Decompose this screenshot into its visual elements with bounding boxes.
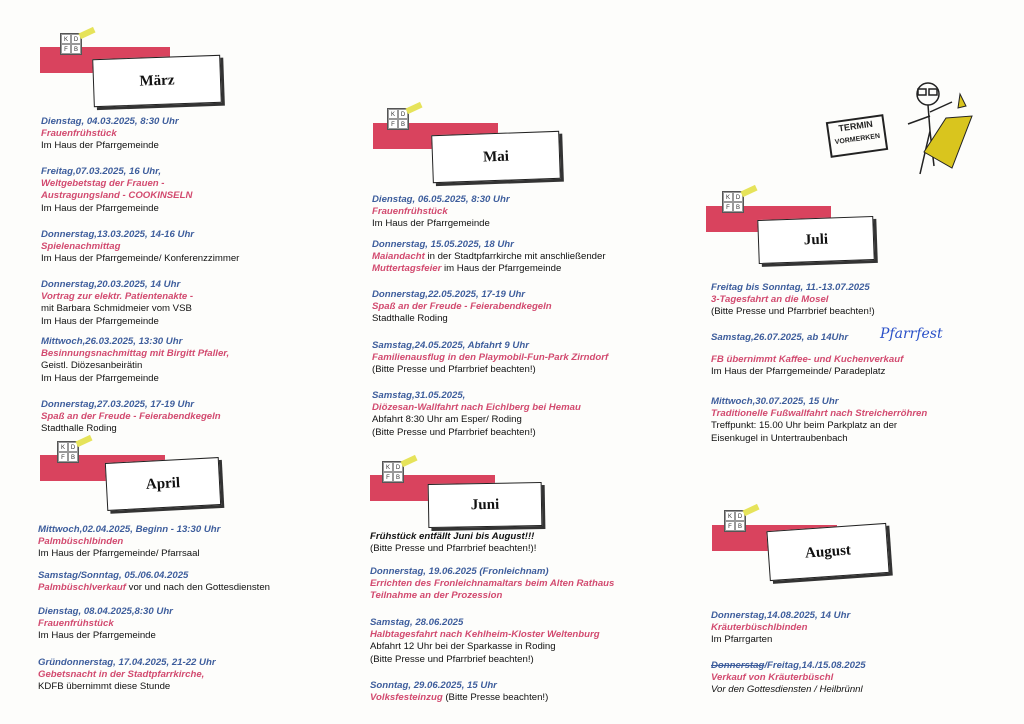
event-maerz-2: Freitag,07.03.2025, 16 Uhr, Weltgebetstag der Frauen - Austragungsland - COOKINSELN Im Haus der Pfarrgemeinde: [41, 166, 193, 214]
event-august-1: Donnerstag,14.08.2025, 14 Uhr Kräuterbüschlbinden Im Pfarrgarten: [711, 610, 851, 646]
event-april-4: Gründonnerstag, 17.04.2025, 21-22 Uhr Gebetsnacht in der Stadtpfarrkirche, KDFB übernimmt diese Stunde: [38, 657, 216, 693]
event-juni-2: Donnerstag, 19.06.2025 (Fronleichnam) Errichten des Fronleichnamaltars beim Alten Rathaus Teilnahme an der Prozession: [370, 566, 615, 602]
event-mai-3: Donnerstag,22.05.2025, 17-19 Uhr Spaß an der Freude - Feierabendkegeln Stadthalle Roding: [372, 289, 552, 325]
event-juni-3: Samstag, 28.06.2025 Halbtagesfahrt nach Kehlheim-Kloster Weltenburg Abfahrt 12 Uhr bei der Sparkasse in Roding (Bitte Presse und Pfarrbrief beachten!): [370, 617, 600, 665]
event-maerz-6: Donnerstag,27.03.2025, 17-19 Uhr Spaß an der Freude - Feierabendkegeln Stadthalle Roding: [41, 399, 221, 435]
kdfb-logo: K D F B: [724, 510, 746, 532]
event-juli-3: Mittwoch,30.07.2025, 15 Uhr Traditionelle Fußwallfahrt nach Streicherröhren Treffpunkt: 15.00 Uhr beim Parkplatz an der Eisenkugel in Untertraubenbach: [711, 396, 928, 444]
event-maerz-3: Donnerstag,13.03.2025, 14-16 Uhr Spielenachmittag Im Haus der Pfarrgemeinde/ Konferenzzimmer: [41, 229, 240, 265]
event-juli-2: Samstag,26.07.2025, ab 14Uhr FB übernimmt Kaffee- und Kuchenverkauf Im Haus der Pfarrgemeinde/ Paradeplatz: [711, 332, 904, 378]
event-mai-2: Donnerstag, 15.05.2025, 18 Uhr Maiandacht in der Stadtpfarrkirche mit anschließender Muttertagsfeier im Haus der Pfarrgemeinde: [372, 239, 606, 275]
month-title: Mai: [431, 131, 561, 183]
event-mai-1: Dienstag, 06.05.2025, 8:30 Uhr Frauenfrühstück Im Haus der Pfarrgemeinde: [372, 194, 510, 230]
kdfb-logo: K D F B: [387, 108, 409, 130]
event-maerz-5: Mittwoch,26.03.2025, 13:30 Uhr Besinnungsnachmittag mit Birgitt Pfaller, Geistl. Diözesanbeirätin Im Haus der Pfarrgemeinde: [41, 336, 230, 384]
event-maerz-4: Donnerstag,20.03.2025, 14 Uhr Vortrag zur elektr. Patientenakte - mit Barbara Schmidmeier vom VSB Im Haus der Pfarrgemeinde: [41, 279, 194, 327]
month-title: März: [92, 55, 222, 107]
event-april-2: Samstag/Sonntag, 05./06.04.2025 Palmbüschlverkauf vor und nach den Gottesdiensten: [38, 570, 270, 594]
handwritten-note: Pfarrfest: [880, 326, 943, 342]
month-title: April: [105, 457, 221, 511]
kdfb-logo: K D F B: [60, 33, 82, 55]
month-title: Juni: [428, 482, 543, 528]
event-juni-4: Sonntag, 29.06.2025, 15 Uhr Volksfesteinzug (Bitte Presse beachten!): [370, 680, 549, 704]
kdfb-logo: K D F B: [722, 191, 744, 213]
event-mai-5: Samstag,31.05.2025, Diözesan-Wallfahrt nach Eichlberg bei Hemau Abfahrt 8:30 Uhr am Esper/ Roding (Bitte Presse und Pfarrbrief beachten!): [372, 390, 581, 438]
kdfb-logo: K D F B: [382, 461, 404, 483]
event-juli-1: Freitag bis Sonntag, 11.-13.07.2025 3-Tagesfahrt an die Mosel (Bitte Presse und Pfarrbrief beachten!): [711, 282, 875, 318]
month-title: August: [766, 523, 889, 581]
event-mai-4: Samstag,24.05.2025, Abfahrt 9 Uhr Familienausflug in den Playmobil-Fun-Park Zirndorf (Bitte Presse und Pfarrbrief beachten!): [372, 340, 609, 376]
event-april-1: Mittwoch,02.04.2025, Beginn - 13:30 Uhr Palmbüschlbinden Im Haus der Pfarrgemeinde/ Pfarrsaal: [38, 524, 221, 560]
kdfb-logo: K D F B: [57, 441, 79, 463]
figure-illustration: [880, 76, 980, 186]
event-august-2: Donnerstag/Freitag,14./15.08.2025 Verkauf von Kräuterbüschl Vor den Gottesdiensten / Heilbrünnl: [711, 660, 866, 696]
month-title: Juli: [757, 216, 874, 264]
event-juni-1: Frühstück entfällt Juni bis August!!! (Bitte Presse und Pfarrbrief beachten!)!: [370, 531, 537, 555]
event-maerz-1: Dienstag, 04.03.2025, 8:30 Uhr Frauenfrühstück Im Haus der Pfarrgemeinde: [41, 116, 179, 152]
event-april-3: Dienstag, 08.04.2025,8:30 Uhr Frauenfrühstück Im Haus der Pfarrgemeinde: [38, 606, 173, 642]
termin-vormerken-stamp: TERMIN VORMERKEN: [826, 114, 888, 158]
